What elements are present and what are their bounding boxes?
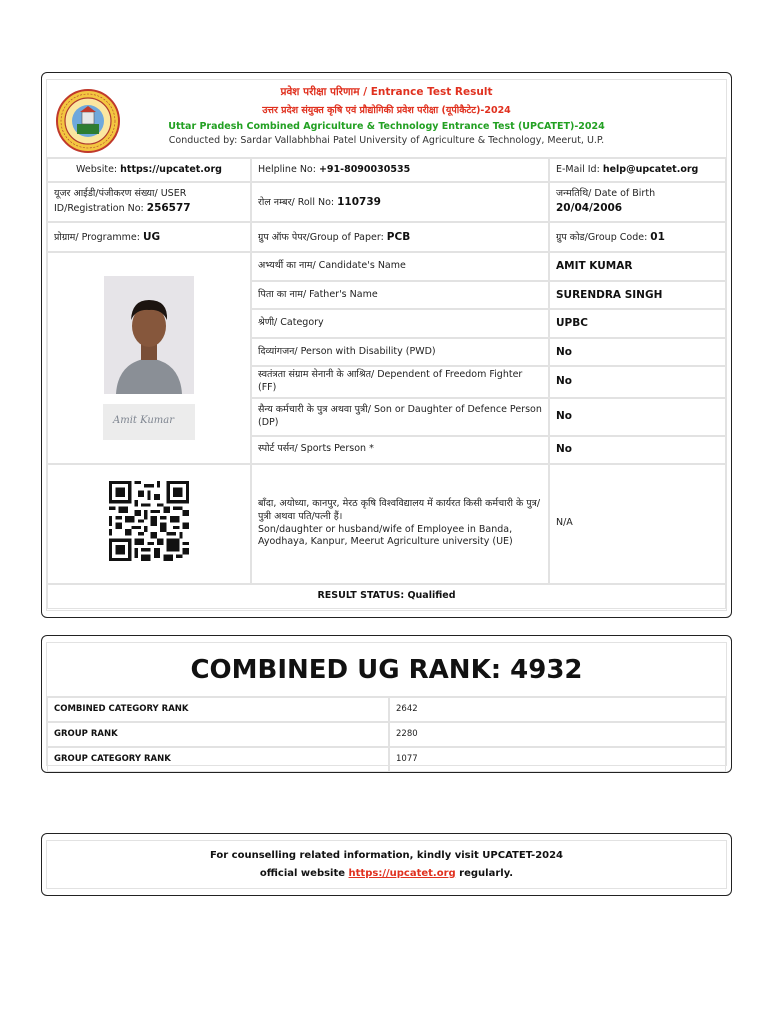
detail-label: अभ्यर्थी का नाम/ Candidate's Name [251,252,549,281]
candidate-photo [104,276,194,394]
details-table [47,158,726,609]
rank-value: 1077 [389,747,726,772]
official-website-link[interactable]: https://upcatet.org [348,867,456,879]
detail-value: No [549,338,726,366]
ue-value: N/A [549,464,726,584]
detail-label: पिता का नाम/ Father's Name [251,281,549,309]
registration-cell: यूजर आईडी/पंजीकरण संख्या/ USER ID/Registration No: 256577 [47,182,251,222]
result-card-inner [46,79,727,611]
exam-name-hindi: उत्तर प्रदेश संयुक्त कृषि एवं प्रौद्योगिकी प्रवेश परीक्षा (यूपीकैटेट)-2024 [262,105,511,116]
photo-cell [47,252,251,464]
result-status: RESULT STATUS: Qualified [47,584,726,609]
rank-card-inner [46,642,727,766]
result-card [41,72,732,618]
rank-value: 2280 [389,722,726,747]
combined-rank-title: COMBINED UG RANK: 4932 [47,643,726,697]
detail-value: UPBC [549,309,726,338]
detail-value: No [549,436,726,464]
detail-label: स्पोर्ट पर्सन/ Sports Person * [251,436,549,464]
rank-label: GROUP CATEGORY RANK [47,747,389,772]
helpline-number: +91-8090030535 [318,163,411,175]
rank-table [47,697,726,772]
rank-value: 2642 [389,697,726,722]
programme-cell: प्रोग्राम/ Programme: UG [47,222,251,252]
result-status-value: Qualified [407,589,456,601]
group-paper-cell: ग्रुप ऑफ पेपर/Group of Paper: PCB [251,222,549,252]
email-link[interactable]: help@upcatet.org [602,163,699,175]
group-paper-value: PCB [386,230,411,243]
detail-label: स्वतंत्रता संग्राम सेनानी के आश्रित/ Dependent of Freedom Fighter (FF) [251,366,549,398]
website-link[interactable]: https://upcatet.org [120,163,222,175]
registration-number: 256577 [146,202,191,214]
programme-value: UG [143,230,161,243]
email-cell: E-Mail Id: help@upcatet.org [549,158,726,182]
roll-cell: रोल नम्बर/ Roll No: 110739 [251,182,549,222]
university-logo-icon [55,88,121,154]
website-cell: Website: https://upcatet.org [47,158,251,182]
candidate-signature [103,404,195,440]
detail-value: AMIT KUMAR [549,252,726,281]
table-row [47,722,726,747]
detail-value: SURENDRA SINGH [549,281,726,309]
counselling-card-inner [46,840,727,889]
counselling-card [41,833,732,896]
ue-label-hindi: बाँदा, अयोध्या, कानपुर, मेरठ कृषि विश्वविद्यालय में कार्यरत किसी कर्मचारी के पुत्र/पुत्री अथवा पति/पत्नी हैं। [258,498,541,522]
roll-number: 110739 [337,195,381,208]
detail-value: No [549,366,726,398]
table-row [47,697,726,722]
table-row [47,747,726,772]
qr-cell [47,464,251,584]
ue-label-english: Son/daughter or husband/wife of Employee in Banda, Ayodhaya, Kanpur, Meerut Agriculture university (UE) [258,523,513,548]
date-of-birth: 20/04/2006 [556,202,623,214]
rank-label: GROUP RANK [47,722,389,747]
counselling-note: For counselling related information, kindly visit UPCATET-2024 official website https://upcatet.org regularly. [209,850,564,879]
qr-code-icon [109,481,189,561]
result-title: प्रवेश परीक्षा परिणाम / Entrance Test Result [280,86,493,98]
detail-label: श्रेणी/ Category [251,309,549,338]
result-header [47,80,726,158]
signature-text: Amit Kumar [113,414,175,426]
group-code-value: 01 [650,230,665,243]
detail-value: No [549,398,726,436]
helpline-cell: Helpline No: +91-8090030535 [251,158,549,182]
rank-card [41,635,732,773]
candidate-photo-icon [104,276,194,394]
group-code-cell: ग्रुप कोड/Group Code: 01 [549,222,726,252]
detail-label: सैन्य कर्मचारी के पुत्र अथवा पुत्री/ Son or Daughter of Defence Person (DP) [251,398,549,436]
conducted-by: Conducted by: Sardar Vallabhbhai Patel University of Agriculture & Technology, Meerut, U.P. [168,135,605,146]
dob-cell: जन्मतिथि/ Date of Birth 20/04/2006 [549,182,726,222]
exam-name-english: Uttar Pradesh Combined Agriculture & Technology Entrance Test (UPCATET)-2024 [168,121,605,132]
ue-label-cell [251,464,549,584]
rank-label: COMBINED CATEGORY RANK [47,697,389,722]
detail-label: दिव्यांगजन/ Person with Disability (PWD) [251,338,549,366]
